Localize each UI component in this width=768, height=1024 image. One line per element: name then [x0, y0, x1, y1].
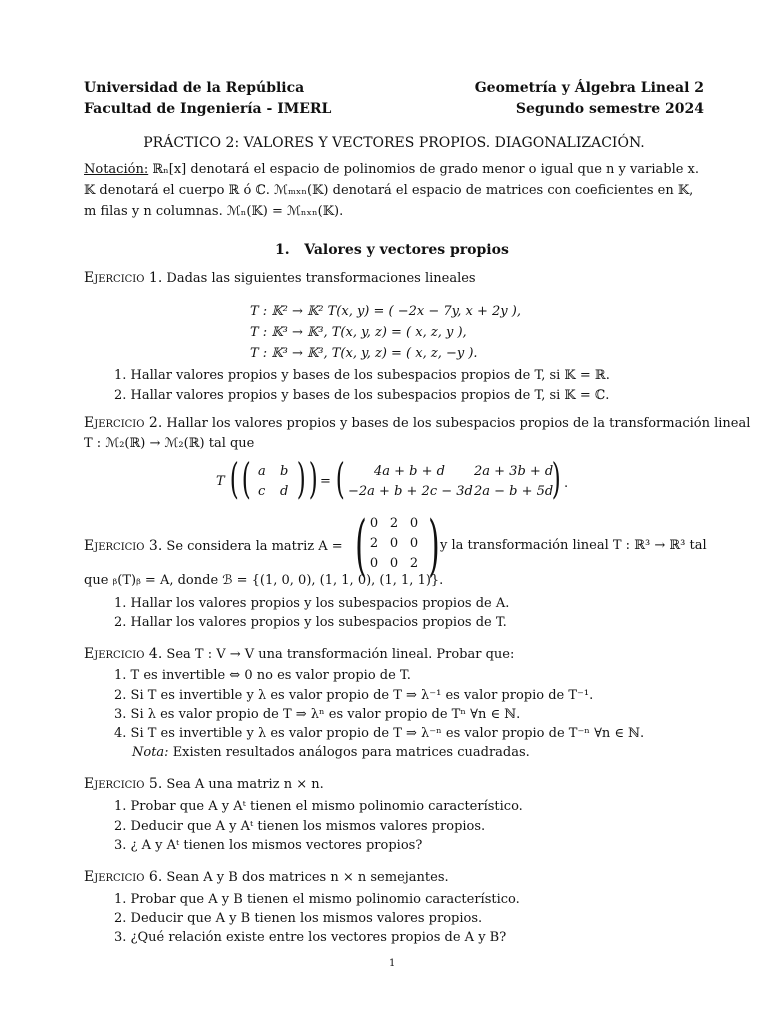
ex3-matrix — [362, 514, 434, 574]
notation-line-3: m filas y n columnas. ℳₙ(𝕂) = ℳₙₓₙ(𝕂). — [84, 204, 344, 219]
ex2-outer-paren-right: ) — [308, 454, 318, 503]
ex4-note-label: Nota: — [132, 745, 169, 760]
header-faculty: Facultad de Ingeniería - IMERL — [84, 101, 332, 117]
ex4-item-1: 1. T es invertible ⇔ 0 no es valor propio de T. — [114, 668, 411, 683]
ex3-matrix-cell: 0 — [369, 556, 379, 571]
ex1-eq-3: T : 𝕂³ → 𝕂³, T(x, y, z) = ( x, z, −y ). — [250, 346, 478, 361]
ex6-item-1: 1. Probar que A y B tienen el mismo polinomio característico. — [114, 892, 520, 907]
ex4-text: Sea T : V → V una transformación lineal. Probar que: — [162, 647, 515, 662]
ex2-text-2: T : ℳ₂(ℝ) → ℳ₂(ℝ) tal que — [84, 436, 255, 451]
ex1-statement — [84, 268, 476, 289]
ex4-note-text: Existen resultados análogos para matrices cuadradas. — [168, 745, 530, 760]
notation-text-1: ℝₙ[x] denotará el espacio de polinomios de grado menor o igual que n y variable x. — [148, 162, 700, 177]
header-course: Geometría y Álgebra Lineal 2 — [474, 80, 704, 96]
ex4-item-4: 4. Si T es invertible y λ es valor propio de T ⇒ λ⁻ⁿ es valor propio de T⁻ⁿ ∀n ∈ ℕ. — [114, 726, 645, 741]
ex2-inner-paren-right: ) — [296, 454, 306, 503]
ex1-label: Ejercicio 1. — [84, 270, 163, 286]
ex2-outer-paren-left: ( — [229, 454, 239, 503]
ex6-statement — [84, 867, 449, 888]
ex2-r22: 2a − b + 5d — [474, 484, 554, 499]
ex1-eq-2: T : 𝕂³ → 𝕂³, T(x, y, z) = ( x, z, y ), — [250, 325, 467, 340]
ex3-matrix-paren-right: ) — [428, 507, 440, 584]
ex1-text: Dadas las siguientes transformaciones lineales — [162, 271, 476, 286]
ex3-matrix-cell: 0 — [389, 556, 399, 571]
ex5-label: Ejercicio 5. — [84, 776, 163, 792]
ex2-m-d: d — [280, 484, 289, 499]
ex2-r21: −2a + b + 2c − 3d — [348, 484, 473, 499]
ex2-end-period: . — [564, 476, 569, 491]
ex3-matrix-cell: 2 — [409, 556, 419, 571]
ex2-text: Hallar los valores propios y bases de los subespacios propios de la transformación lineal — [162, 416, 751, 431]
ex6-item-2: 2. Deducir que A y B tienen los mismos valores propios. — [114, 911, 483, 926]
ex2-statement — [84, 413, 750, 434]
notation-line-1 — [84, 160, 699, 180]
ex3-text: Se considera la matriz A = — [162, 539, 343, 554]
ex2-label: Ejercicio 2. — [84, 415, 163, 431]
ex3-statement — [84, 536, 343, 557]
section-heading — [275, 240, 509, 260]
ex3-matrix-paren-left: ( — [355, 507, 367, 584]
ex1-item-2: 2. Hallar valores propios y bases de los subespacios propios de T, si 𝕂 = ℂ. — [114, 388, 610, 403]
ex6-text: Sean A y B dos matrices n × n semejantes. — [162, 870, 449, 885]
page-title: PRÁCTICO 2: VALORES Y VECTORES PROPIOS. DIAGONALIZACIÓN. — [143, 135, 645, 151]
ex3-label: Ejercicio 3. — [84, 538, 163, 554]
ex3-line-2: que ᵦ(T)ᵦ = A, donde ℬ = {(1, 0, 0), (1, 1, 0), (1, 1, 1)}. — [84, 573, 444, 588]
header-university: Universidad de la República — [84, 80, 305, 96]
ex6-item-3: 3. ¿Qué relación existe entre los vectores propios de A y B? — [114, 930, 507, 945]
section-title: Valores y vectores propios — [304, 242, 509, 258]
ex5-statement — [84, 774, 324, 795]
ex3-matrix-cell: 0 — [409, 516, 419, 531]
ex5-item-3: 3. ¿ A y Aᵗ tienen los mismos vectores propios? — [114, 838, 423, 853]
notation-label: Notación: — [84, 162, 149, 177]
ex4-item-3: 3. Si λ es valor propio de T ⇒ λⁿ es valor propio de Tⁿ ∀n ∈ ℕ. — [114, 707, 521, 722]
ex5-item-2: 2. Deducir que A y Aᵗ tienen los mismos valores propios. — [114, 819, 486, 834]
ex2-r11: 4a + b + d — [374, 464, 445, 479]
notation-line-2: 𝕂 denotará el cuerpo ℝ ó ℂ. ℳₘₓₙ(𝕂) denotará el espacio de matrices con coeficientes en 𝕂, — [84, 183, 694, 198]
ex1-item-1: 1. Hallar valores propios y bases de los subespacios propios de T, si 𝕂 = ℝ. — [114, 368, 610, 383]
ex3-matrix-cell: 2 — [369, 536, 379, 551]
ex3-item-1: 1. Hallar los valores propios y los subespacios propios de A. — [114, 596, 510, 611]
ex2-rhs-paren-left: ( — [335, 454, 345, 503]
ex5-text: Sea A una matriz n × n. — [162, 777, 324, 792]
ex2-lhs-T: T — [216, 474, 225, 489]
ex2-m-a: a — [258, 464, 266, 479]
ex3-matrix-cell: 0 — [409, 536, 419, 551]
ex5-item-1: 1. Probar que A y Aᵗ tienen el mismo polinomio característico. — [114, 799, 523, 814]
ex4-note — [132, 743, 530, 763]
ex2-r12: 2a + 3b + d — [474, 464, 554, 479]
page-number: 1 — [389, 958, 396, 969]
ex2-equals: = — [320, 474, 331, 489]
ex2-m-c: c — [258, 484, 266, 499]
ex3-matrix-cell: 2 — [389, 516, 399, 531]
ex2-inner-paren-left: ( — [241, 454, 251, 503]
ex4-label: Ejercicio 4. — [84, 646, 163, 662]
ex3-matrix-cell: 0 — [369, 516, 379, 531]
header-semester: Segundo semestre 2024 — [515, 101, 704, 117]
ex3-text-after: y la transformación lineal T : ℝ³ → ℝ³ tal — [440, 538, 707, 553]
ex1-eq-1: T : 𝕂² → 𝕂² T(x, y) = ( −2x − 7y, x + 2y ), — [250, 304, 521, 319]
section-number: 1. — [275, 242, 290, 258]
ex2-m-b: b — [280, 464, 289, 479]
ex3-item-2: 2. Hallar los valores propios y los subespacios propios de T. — [114, 615, 507, 630]
ex2-rhs-paren-right: ) — [551, 454, 561, 503]
ex4-statement — [84, 644, 514, 665]
ex6-label: Ejercicio 6. — [84, 869, 163, 885]
ex4-item-2: 2. Si T es invertible y λ es valor propio de T ⇒ λ⁻¹ es valor propio de T⁻¹. — [114, 688, 594, 703]
ex3-matrix-cell: 0 — [389, 536, 399, 551]
